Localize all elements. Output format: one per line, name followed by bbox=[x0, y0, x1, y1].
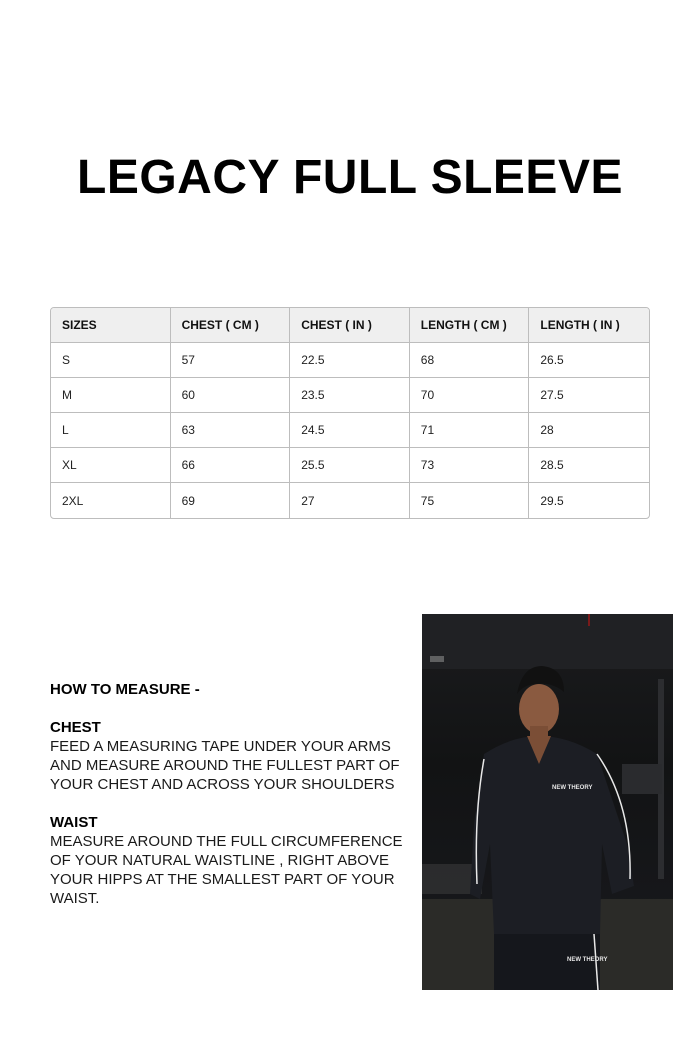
cell-chest-cm: 57 bbox=[171, 343, 291, 378]
cell-size: XL bbox=[51, 448, 171, 483]
cell-length-in: 29.5 bbox=[540, 493, 564, 508]
header-sizes: SIZES bbox=[51, 308, 171, 343]
cell-size: L bbox=[51, 413, 171, 448]
cell-chest-in: 22.5 bbox=[290, 343, 410, 378]
model-illustration bbox=[422, 614, 673, 990]
header-chest-cm: CHEST ( CM ) bbox=[171, 308, 291, 343]
table-row bbox=[51, 448, 649, 483]
model-photo bbox=[422, 614, 673, 990]
table-row bbox=[51, 413, 649, 448]
page-title: LEGACY FULL SLEEVE bbox=[77, 151, 623, 204]
waist-label: WAIST bbox=[50, 814, 98, 831]
cell-size: 2XL bbox=[51, 483, 171, 518]
cell-length-cm: 75 bbox=[410, 483, 530, 518]
how-to-measure-section bbox=[50, 680, 410, 908]
table-row bbox=[51, 343, 649, 378]
header-chest-in: CHEST ( IN ) bbox=[290, 308, 410, 343]
waist-instructions: MEASURE AROUND THE FULL CIRCUMFERENCE OF YOUR NATURAL WAISTLINE , RIGHT ABOVE YOUR HIPPS AT THE SMALLEST PART OF YOUR WAIST. bbox=[50, 833, 403, 907]
chest-instructions: FEED A MEASURING TAPE UNDER YOUR ARMS AND MEASURE AROUND THE FULLEST PART OF YOUR CHEST AND ACROSS YOUR SHOULDERS bbox=[50, 738, 400, 793]
cell-chest-in: 23.5 bbox=[290, 378, 410, 413]
table-header-row bbox=[51, 308, 649, 343]
cell-length-in: 26.5 bbox=[529, 343, 649, 378]
size-chart-table bbox=[50, 307, 650, 519]
svg-text:NEW THEORY: NEW THEORY bbox=[567, 957, 608, 963]
how-to-measure-heading: HOW TO MEASURE - bbox=[50, 681, 200, 698]
cell-chest-cm: 69 bbox=[171, 483, 291, 518]
cell-length-cm: 71 bbox=[410, 413, 530, 448]
table-row bbox=[51, 378, 649, 413]
logo-text: NEW THEORY bbox=[552, 785, 593, 791]
cell-length-in: 28 bbox=[529, 413, 649, 448]
cell-size: M bbox=[51, 378, 171, 413]
cell-chest-cm: 63 bbox=[171, 413, 291, 448]
cell-chest-cm: 60 bbox=[171, 378, 291, 413]
cell-length-cm: 73 bbox=[410, 448, 530, 483]
cell-chest-in: 27 bbox=[290, 483, 410, 518]
header-length-cm: LENGTH ( CM ) bbox=[410, 308, 530, 343]
cell-length-in: 28.5 bbox=[529, 448, 649, 483]
cell-length-in: 27.5 bbox=[529, 378, 649, 413]
header-length-in: LENGTH ( IN ) bbox=[529, 308, 649, 343]
table-row bbox=[51, 483, 649, 518]
cell-length-cm: 70 bbox=[410, 378, 530, 413]
cell-chest-cm: 66 bbox=[171, 448, 291, 483]
chest-label: CHEST bbox=[50, 719, 101, 736]
cell-size: S bbox=[51, 343, 171, 378]
cell-length-cm: 68 bbox=[410, 343, 530, 378]
cell-chest-in: 24.5 bbox=[290, 413, 410, 448]
cell-chest-in: 25.5 bbox=[290, 448, 410, 483]
